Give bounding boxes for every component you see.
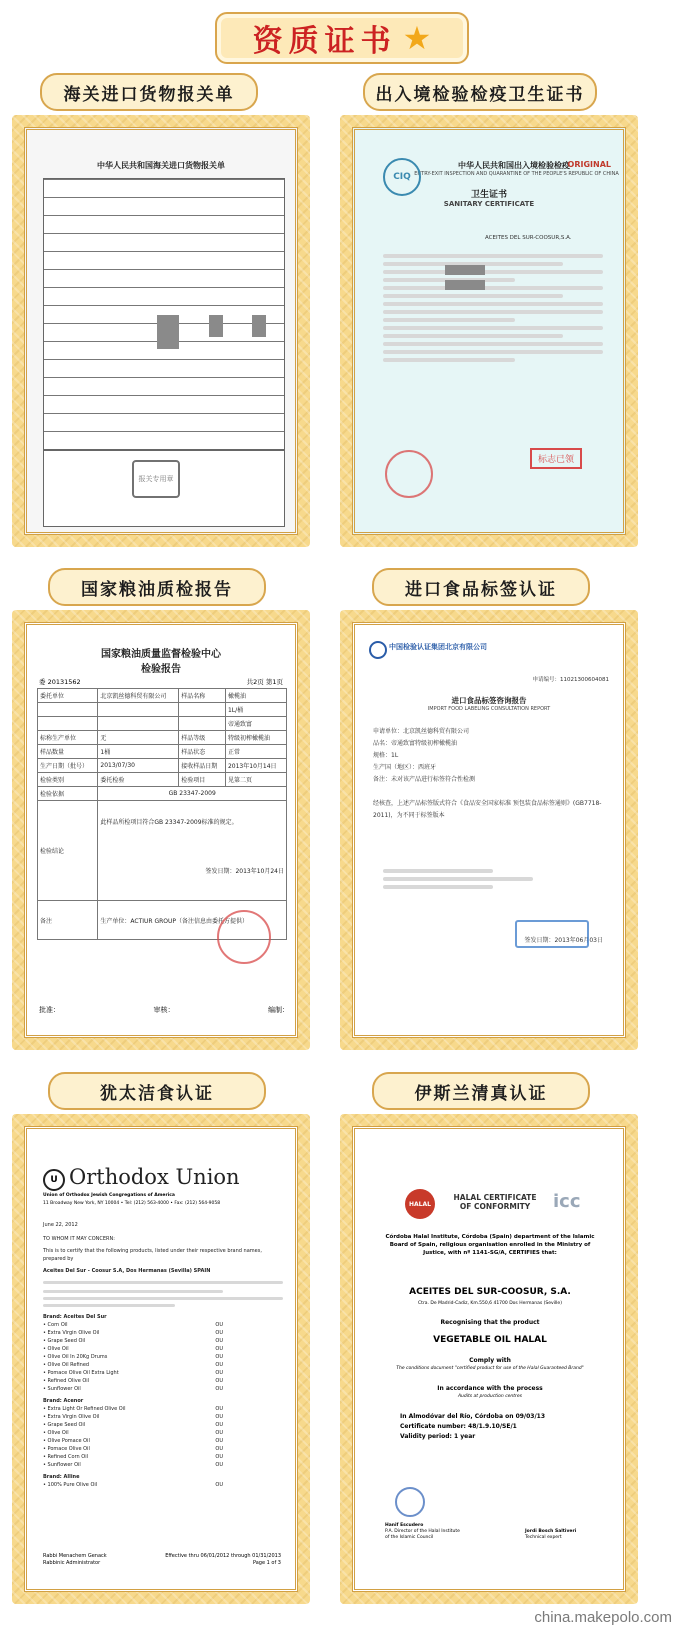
doc-line (43, 1297, 283, 1300)
ou-org-sub: Union of Orthodox Jewish Congregations of America (43, 1193, 175, 1198)
doc-line (383, 358, 515, 362)
ou-org: Orthodox Union (69, 1165, 240, 1189)
ccic-logo-icon (369, 641, 387, 659)
sanitary-stamp-label: 标志已领 (530, 448, 582, 469)
product-symbol: OU (215, 1322, 223, 1328)
sanitary-certificate-document (352, 127, 626, 535)
red-seal-icon (385, 450, 433, 498)
customs-certificate-frame[interactable] (12, 115, 310, 547)
doc-line (383, 869, 493, 873)
product-symbol: OU (215, 1338, 223, 1344)
halal-title: HALAL CERTIFICATE OF CONFORMITY (453, 1193, 537, 1211)
brand3-heading: Brand: Alline (43, 1474, 80, 1480)
list-item (43, 1421, 283, 1429)
sanitary-cert-title: 卫生证书 (470, 190, 507, 200)
doc-line (43, 1290, 223, 1293)
report-body: 经核查，上述产品标签版式符合《食品安全国家标准 预包装食品标签通则》(GB7718-2011)，为不同于标签版本 (373, 800, 602, 819)
signer-name: Rabbi Menachem Genack (43, 1553, 107, 1559)
product-symbol: OU (215, 1482, 223, 1488)
product-list (43, 1321, 283, 1393)
effective-date: Effective thru 06/01/2012 through 01/31/2013 (165, 1553, 281, 1559)
doc-line (383, 885, 493, 889)
customs-title: 中华人民共和国海关进口货物报关单 (97, 161, 225, 170)
table-row: 检验结论 此样品所检项目符合GB 23347-2009标准的规定。 签发日期：2013年10月24日 (38, 801, 287, 901)
product-name: • Refined Corn Oil (43, 1454, 89, 1460)
product-symbol: OU (215, 1446, 223, 1452)
list-item (43, 1353, 283, 1361)
product-symbol: OU (215, 1430, 223, 1436)
grain-report-no: 委 20131562 (39, 678, 81, 686)
product-name: • Grape Seed Oil (43, 1422, 86, 1428)
halal-signer2-title: Technical expert (525, 1535, 562, 1540)
halal-company: ACEITES DEL SUR-COOSUR, S.A. (409, 1287, 571, 1297)
grain-report-document (24, 622, 298, 1038)
customs-table (43, 178, 285, 450)
list-item (43, 1481, 283, 1489)
table-row: 检验依据 GB 23347-2009 (38, 787, 287, 801)
star-icon: ★ (402, 19, 432, 57)
halal-signer2: Jordi Bosch Saltiveri (525, 1529, 577, 1534)
product-origin: 生产国（地区）：西班牙 (373, 764, 437, 771)
product-remark: 备注：未对该产品进行标签符合性检测 (373, 776, 476, 783)
grain-report-title: 检验报告 (141, 664, 181, 675)
doc-line (383, 310, 603, 314)
list-item (43, 1385, 283, 1393)
doc-line (383, 318, 515, 322)
doc-line (383, 254, 603, 258)
blue-stamp-icon (515, 920, 589, 948)
product-name: • Extra Virgin Olive Oil (43, 1414, 100, 1420)
product-list (43, 1405, 283, 1469)
halal-product: VEGETABLE OIL HALAL (433, 1335, 547, 1345)
table-row: 标称生产单位 无 样品等级 特级初榨橄榄油 (38, 731, 287, 745)
product-symbol: OU (215, 1362, 223, 1368)
product-name: • Olive Oil Refined (43, 1362, 90, 1368)
product-name: • Pomace Olive Oil Extra Light (43, 1370, 119, 1376)
product-symbol: OU (215, 1422, 223, 1428)
app-no: 申请编号：11021300604081 (532, 677, 609, 683)
halal-address: Ctra. De Madrid-Cadiz, Km.550,6 41700 Dos Hermanas (Seville) (418, 1301, 562, 1306)
product-symbol: OU (215, 1414, 223, 1420)
ou-logo-icon: U (43, 1169, 65, 1191)
prepare-label: 编制： (268, 1006, 289, 1014)
sanitary-certificate-frame[interactable] (340, 115, 638, 547)
halal-conditions: The conditions document "certified product for use of the Halal Guaranteed Brand" (396, 1366, 584, 1371)
issue-date: 签发日期：2013年06月03日 (524, 937, 603, 944)
doc-line (383, 334, 563, 338)
doc-line (383, 286, 603, 290)
list-item (43, 1329, 283, 1337)
halal-certificate-document (352, 1126, 626, 1592)
doc-line (383, 350, 603, 354)
list-item (43, 1413, 283, 1421)
list-item (43, 1461, 283, 1469)
label-grain: 国家粮油质检报告 (48, 568, 266, 606)
halal-logo: HALAL (405, 1189, 435, 1219)
page-banner (215, 12, 469, 64)
halal-audits: Audits at production centres (457, 1394, 523, 1399)
halal-signer1-title: P.A. Director of the Halal Institute of the Islamic Council (385, 1529, 460, 1540)
label-halal: 伊斯兰清真认证 (372, 1072, 590, 1110)
doc-line (43, 1281, 283, 1284)
halal-comply: Comply with (469, 1357, 511, 1364)
kosher-certificate-document (24, 1126, 298, 1592)
food-label-company: 中国检验认证集团北京有限公司 (389, 643, 487, 651)
table-row: 委托单位 北京凯丝德科贸有限公司 样品名称 橄榄油 (38, 689, 287, 703)
applicant: 申请单位：北京凯丝德科贸有限公司 (373, 728, 470, 735)
ciq-logo: CIQ (383, 158, 421, 196)
product-spec: 规格：1L (373, 752, 399, 759)
original-mark: ORIGINAL (567, 160, 611, 169)
redacted-block (157, 315, 179, 349)
product-name: • Extra Virgin Olive Oil (43, 1330, 100, 1336)
red-seal-icon (217, 910, 271, 964)
sanitary-cert-title-en: SANITARY CERTIFICATE (443, 200, 535, 208)
list-item (43, 1453, 283, 1461)
redacted-block (252, 315, 266, 337)
table-row: 备注 生产单位：ACTIUR GROUP（备注信息由委托方提供） (38, 901, 287, 940)
halal-institute: Córdoba Halal Institute, Córdoba (Spain) department of the Islamic Board of Spain, religious organisation enrolled in the Ministry of Justice, with nº 1141-SG/A, CERTIFIES that: (385, 1234, 595, 1256)
grain-center-title: 国家粮油质量监督检验中心 (101, 649, 221, 660)
product-symbol: OU (215, 1330, 223, 1336)
brand2-heading: Brand: Acenor (43, 1398, 84, 1404)
list-item (43, 1437, 283, 1445)
doc-line (383, 302, 603, 306)
blue-seal-icon (395, 1487, 425, 1517)
list-item (43, 1337, 283, 1345)
food-label-frame[interactable] (340, 610, 638, 1050)
product-name: • Olive Oil In 20Kg Drums (43, 1354, 108, 1360)
product-name: • 100% Pure Olive Oil (43, 1482, 98, 1488)
customs-stamp: 报关专用章 (132, 460, 180, 498)
product-name: • Sunflower Oil (43, 1386, 81, 1392)
banner-title: 资质证书 (252, 24, 397, 59)
label-customs: 海关进口货物报关单 (40, 73, 258, 111)
product-list (43, 1481, 283, 1489)
product-name: 品名：帝通致富特级初榨橄榄油 (373, 740, 458, 747)
table-row: 检验类别 委托检验 检验项目 见第二页 (38, 773, 287, 787)
icc-logo: icc (553, 1191, 581, 1212)
halal-certificate-frame[interactable] (340, 1114, 638, 1604)
letter-to: TO WHOM IT MAY CONCERN: (43, 1236, 115, 1242)
redacted-block (445, 265, 485, 275)
doc-line (383, 342, 603, 346)
brand1-heading: Brand: Aceites Del Sur (43, 1314, 107, 1320)
kosher-page: Page 1 of 3 (252, 1560, 281, 1566)
table-row: 1L/桶 (38, 703, 287, 717)
halal-accordance: In accordance with the process (437, 1385, 543, 1392)
list-item (43, 1369, 283, 1377)
label-sanitary: 出入境检验检疫卫生证书 (363, 73, 597, 111)
list-item (43, 1361, 283, 1369)
redacted-block (209, 315, 223, 337)
label-food-label: 进口食品标签认证 (372, 568, 590, 606)
label-kosher: 犹太洁食认证 (48, 1072, 266, 1110)
product-symbol: OU (215, 1370, 223, 1376)
doc-line (43, 1304, 175, 1307)
product-symbol: OU (215, 1346, 223, 1352)
product-name: • Corn Oil (43, 1322, 68, 1328)
ou-address: 11 Broadway New York, NY 10004 • Tel: (212) 563-4000 • Fax: (212) 564-9058 (43, 1201, 221, 1206)
halal-validity: Validity period: 1 year (400, 1433, 476, 1440)
doc-line (383, 270, 603, 274)
food-label-title: 进口食品标签咨询报告 (451, 696, 527, 705)
product-name: • Grape Seed Oil (43, 1338, 86, 1344)
list-item (43, 1429, 283, 1437)
approve-label: 批准： (39, 1006, 60, 1014)
product-name: • Pomace Olive Oil (43, 1446, 90, 1452)
sanitary-title-cn: 中华人民共和国出入境检验检疫 (458, 161, 570, 170)
product-name: • Olive Oil (43, 1430, 69, 1436)
doc-line (383, 877, 533, 881)
grain-report-page: 共2页 第1页 (246, 678, 283, 686)
review-label: 审核： (153, 1006, 175, 1014)
doc-line (383, 326, 603, 330)
table-row: 样品数量 1桶 样品状态 正常 (38, 745, 287, 759)
food-label-document (352, 622, 626, 1038)
list-item (43, 1345, 283, 1353)
product-symbol: OU (215, 1406, 223, 1412)
list-item (43, 1405, 283, 1413)
product-symbol: OU (215, 1378, 223, 1384)
product-name: • Olive Pomace Oil (43, 1438, 90, 1444)
redacted-block (445, 280, 485, 290)
food-label-title-en: IMPORT FOOD LABELING CONSULTATION REPORT (427, 706, 551, 712)
list-item (43, 1377, 283, 1385)
product-name: • Extra Light Or Refined Olive Oil (43, 1406, 126, 1412)
signer-title: Rabbinic Administrator (43, 1560, 101, 1566)
halal-signer1: Hanif Escudero (385, 1523, 424, 1528)
doc-line (383, 294, 563, 298)
product-symbol: OU (215, 1438, 223, 1444)
grain-report-table (37, 688, 287, 940)
kosher-certificate-frame[interactable] (12, 1114, 310, 1604)
halal-place: In Almodóvar del Río, Córdoba on 09/03/13 (400, 1413, 546, 1420)
letter-date: June 22, 2012 (43, 1222, 78, 1228)
table-row: 生产日期（批号） 2013/07/30 接收样品日期 2013年10月14日 (38, 759, 287, 773)
table-row: 帝通致富 (38, 717, 287, 731)
grain-report-frame[interactable] (12, 610, 310, 1050)
letter-intro: This is to certify that the following products, listed under their respective brand names, prepared by (43, 1248, 262, 1262)
product-name: • Olive Oil (43, 1346, 69, 1352)
consignor: ACEITES DEL SUR-COOSUR,S.A. (485, 235, 572, 241)
product-symbol: OU (215, 1462, 223, 1468)
halal-recognise: Recognising that the product (440, 1319, 540, 1326)
site-watermark: china.makepolo.com (534, 1609, 672, 1626)
product-name: • Refined Olive Oil (43, 1378, 90, 1384)
product-symbol: OU (215, 1386, 223, 1392)
list-item (43, 1445, 283, 1453)
list-item (43, 1321, 283, 1329)
letter-company: Aceites Del Sur - Coosur S.A, Dos Hermanas (Sevilla) SPAIN (43, 1268, 211, 1274)
product-symbol: OU (215, 1354, 223, 1360)
halal-cert-no: Certificate number: 48/1.9.10/SE/1 (400, 1423, 517, 1430)
product-name: • Sunflower Oil (43, 1462, 81, 1468)
product-symbol: OU (215, 1454, 223, 1460)
customs-declaration-document (24, 127, 298, 535)
sanitary-title-en: ENTRY-EXIT INSPECTION AND QUARANTINE OF THE PEOPLE'S REPUBLIC OF CHINA (414, 171, 619, 177)
